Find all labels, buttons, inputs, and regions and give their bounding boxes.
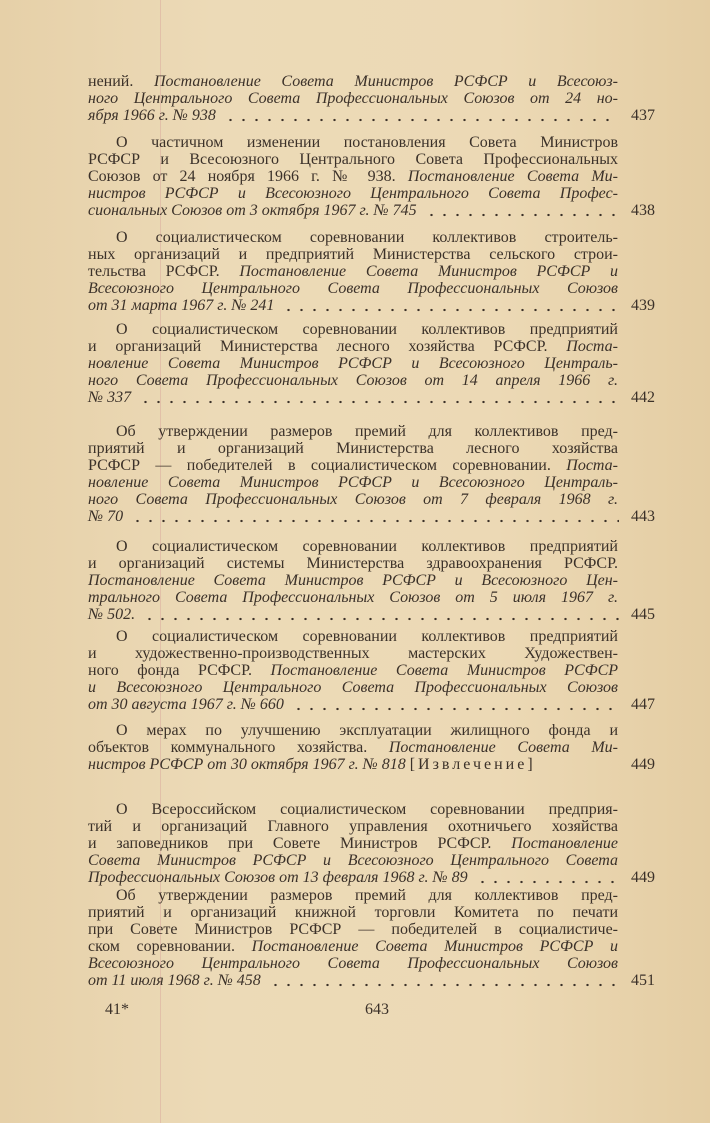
decree-citation: Постановление Совета Министров РСФСР и — [239, 263, 618, 280]
page-number: 643 — [365, 1001, 389, 1018]
decree-citation: Постановление Совета Ми- — [407, 168, 619, 185]
entry-title-text: Об утверждении размеров премий для коллективов пред- — [116, 887, 618, 904]
decree-citation: новление Совета Министров РСФСР и Всесоюзного Централь- — [88, 474, 618, 491]
dot-leader — [282, 297, 619, 314]
toc-page-number: 449 — [631, 869, 655, 886]
decree-citation: ного Совета Профессиональных Союзов от 7 февраля 1968 г. — [88, 491, 618, 508]
entry-title-text: ском соревновании. — [88, 938, 252, 955]
toc-line — [88, 280, 618, 297]
decree-citation: от 31 марта 1967 г. № 241 — [88, 297, 275, 314]
toc-line — [88, 338, 618, 355]
entry-title-text: О мерах по улучшению эксплуатации жилищного фонда и — [116, 722, 618, 739]
decree-citation: от 30 августа 1967 г. № 660 — [88, 696, 284, 713]
entry-title-text: О социалистическом соревновании коллективов предприятий — [116, 321, 618, 338]
entry-title-text: [Извлечение] — [409, 756, 536, 773]
entry-title-text: О социалистическом соревновании коллективов строитель- — [116, 229, 618, 246]
toc-line — [88, 869, 655, 886]
decree-citation: ного Совета Профессиональных Союзов от 14 апреля 1966 г. — [88, 372, 618, 389]
decree-citation: № 337 — [88, 389, 132, 406]
toc-line — [88, 107, 655, 124]
decree-citation: нистров РСФСР от 30 октября 1967 г. № 818 — [88, 756, 410, 773]
toc-line — [88, 185, 618, 202]
toc-line — [88, 904, 618, 921]
toc-entry — [88, 722, 655, 773]
toc-line — [88, 423, 618, 440]
dot-leader — [131, 508, 619, 525]
toc-entry — [88, 73, 655, 124]
toc-line — [88, 818, 618, 835]
decree-citation: сиональных Союзов от 3 октября 1967 г. № 745 — [88, 202, 417, 219]
toc-entry — [88, 423, 655, 525]
decree-citation: Всесоюзного Центрального Совета Профессиональных Союзов — [88, 280, 618, 297]
toc-line — [88, 168, 618, 185]
spacer — [536, 756, 625, 773]
toc-line-text — [88, 508, 123, 525]
toc-line — [88, 90, 618, 107]
decree-citation: Постановление Совета Министров РСФСР и — [251, 938, 618, 955]
toc-line — [88, 887, 618, 904]
decree-citation: Постановление Совета Министров РСФСР и Всесоюзного Цен- — [88, 572, 618, 589]
entry-title-text: нений. — [88, 73, 154, 90]
toc-page-number: 438 — [631, 202, 655, 219]
signature-mark: 41* — [105, 1001, 129, 1018]
toc-line — [88, 474, 618, 491]
toc-page-number: 443 — [631, 508, 655, 525]
toc-line — [88, 801, 618, 818]
entry-title-text: Союзов от 24 ноября 1966 г. № 938. — [88, 168, 408, 185]
toc-page-number: 442 — [631, 389, 655, 406]
toc-line — [88, 440, 618, 457]
toc-entry — [88, 321, 655, 406]
toc-line — [88, 321, 618, 338]
toc-line — [88, 555, 618, 572]
entry-title-text: Об утверждении размеров премий для коллективов пред- — [116, 423, 618, 440]
toc-line — [88, 246, 618, 263]
entry-title-text: приятий и организаций Министерства лесного хозяйства — [88, 440, 618, 457]
entry-title-text: РСФСР и Всесоюзного Центрального Совета Профессиональных — [88, 151, 618, 168]
toc-entry — [88, 538, 655, 623]
dot-leader — [269, 972, 619, 989]
decree-citation: Поста- — [566, 338, 618, 355]
entry-title-text: тельства РСФСР. — [88, 263, 240, 280]
toc-line — [88, 645, 618, 662]
decree-citation: Постановление Совета Ми- — [388, 739, 619, 756]
toc-line — [88, 921, 618, 938]
decree-citation: Поста- — [566, 457, 618, 474]
entry-title-text: объектов коммунального хозяйства. — [88, 739, 389, 756]
toc-page-number: 437 — [631, 107, 655, 124]
decree-citation: ября 1966 г. № 938 — [88, 107, 216, 124]
dot-leader — [139, 389, 619, 406]
toc-line — [88, 852, 618, 869]
toc-line-text — [88, 972, 261, 989]
entry-title-text: ного фонда РСФСР. — [88, 662, 271, 679]
toc-line — [88, 389, 655, 406]
toc-line — [88, 151, 618, 168]
decree-citation: от 11 июля 1968 г. № 458 — [88, 972, 261, 989]
toc-line — [88, 73, 618, 90]
toc-line — [88, 972, 655, 989]
toc-entry — [88, 229, 655, 314]
toc-line — [88, 202, 655, 219]
toc-line — [88, 229, 618, 246]
entry-title-text: О Всероссийском социалистическом соревновании предприя- — [116, 801, 618, 818]
dot-leader — [476, 869, 619, 886]
toc-line — [88, 572, 618, 589]
decree-citation: Постановление Совета Министров РСФСР и Всесоюз- — [153, 73, 619, 90]
toc-line — [88, 662, 618, 679]
decree-citation: новление Совета Министров РСФСР и Всесоюзного Централь- — [88, 355, 618, 372]
toc-line — [88, 679, 618, 696]
decree-citation: Совета Министров РСФСР и Всесоюзного Центрального Совета — [88, 852, 618, 869]
toc-line — [88, 606, 655, 623]
entry-title-text: О социалистическом соревновании коллективов предприятий — [116, 628, 618, 645]
entry-title-text: ных организаций и предприятий Министерства сельского строи- — [88, 246, 618, 263]
toc-entry — [88, 134, 655, 219]
decree-citation: Постановление Совета Министров РСФСР — [270, 662, 619, 679]
decree-citation: ного Центрального Совета Профессиональных Союзов от 24 но- — [88, 90, 618, 107]
decree-citation: Профессиональных Союзов от 13 февраля 1968 г. № 89 — [88, 869, 468, 886]
toc-line — [88, 739, 618, 756]
toc-entry — [88, 887, 655, 989]
dot-leader — [425, 202, 619, 219]
toc-line — [88, 134, 618, 151]
toc-line — [88, 372, 618, 389]
toc-page-number: 449 — [631, 756, 655, 773]
toc-line — [88, 835, 618, 852]
entry-title-text: О социалистическом соревновании коллективов предприятий — [116, 538, 618, 555]
toc-entry — [88, 801, 655, 886]
toc-line — [88, 263, 618, 280]
decree-citation: и Всесоюзного Центрального Совета Профессиональных Союзов — [88, 679, 618, 696]
entry-title-text: тий и организаций Главного управления охотничьего хозяйства — [88, 818, 618, 835]
entry-title-text: и организаций Министерства лесного хозяйства РСФСР. — [88, 338, 567, 355]
decree-citation: № 70 — [88, 508, 124, 525]
entry-title-text: и художественно-производственных мастерских Художествен- — [88, 645, 618, 662]
toc-line — [88, 538, 618, 555]
entry-title-text: и заповедников при Совете Министров РСФСР. — [88, 835, 512, 852]
toc-line-text — [88, 107, 216, 124]
toc-line — [88, 938, 618, 955]
dot-leader — [143, 606, 619, 623]
toc-line — [88, 756, 655, 773]
dot-leader — [224, 107, 619, 124]
toc-line-text — [88, 869, 468, 886]
toc-line — [88, 696, 655, 713]
toc-line — [88, 628, 618, 645]
toc-line — [88, 297, 655, 314]
toc-line-text — [88, 756, 536, 773]
entry-title-text: О частичном изменении постановления Совета Министров — [116, 134, 618, 151]
toc-line — [88, 722, 618, 739]
decree-citation: № 502. — [88, 606, 136, 623]
entry-title-text: и организаций системы Министерства здравоохранения РСФСР. — [88, 555, 618, 572]
toc-page-number: 447 — [631, 696, 655, 713]
toc-line-text — [88, 297, 274, 314]
toc-page-number: 451 — [631, 972, 655, 989]
toc-entry — [88, 628, 655, 713]
toc-line-text — [88, 202, 417, 219]
decree-citation: нистров РСФСР и Всесоюзного Центрального Совета Профес- — [88, 185, 618, 202]
toc-page-number: 439 — [631, 297, 655, 314]
toc-line — [88, 355, 618, 372]
decree-citation: Всесоюзного Центрального Совета Профессиональных Союзов — [88, 955, 618, 972]
toc-page-number: 445 — [631, 606, 655, 623]
toc-line — [88, 457, 618, 474]
entry-title-text: РСФСР — победителей в социалистическом соревновании. — [88, 457, 567, 474]
toc-line — [88, 508, 655, 525]
toc-line-text — [88, 696, 284, 713]
entry-title-text: приятий и организаций книжной торговли Комитета по печати — [88, 904, 618, 921]
entry-title-text: при Совете Министров РСФСР — победителей в социалистиче- — [88, 921, 618, 938]
dot-leader — [292, 696, 619, 713]
toc-line — [88, 491, 618, 508]
decree-citation: Постановление — [511, 835, 618, 852]
toc-line — [88, 589, 618, 606]
toc-line-text — [88, 606, 135, 623]
toc-line-text — [88, 389, 131, 406]
toc-line — [88, 955, 618, 972]
decree-citation: трального Совета Профессиональных Союзов от 5 июля 1967 г. — [88, 589, 618, 606]
